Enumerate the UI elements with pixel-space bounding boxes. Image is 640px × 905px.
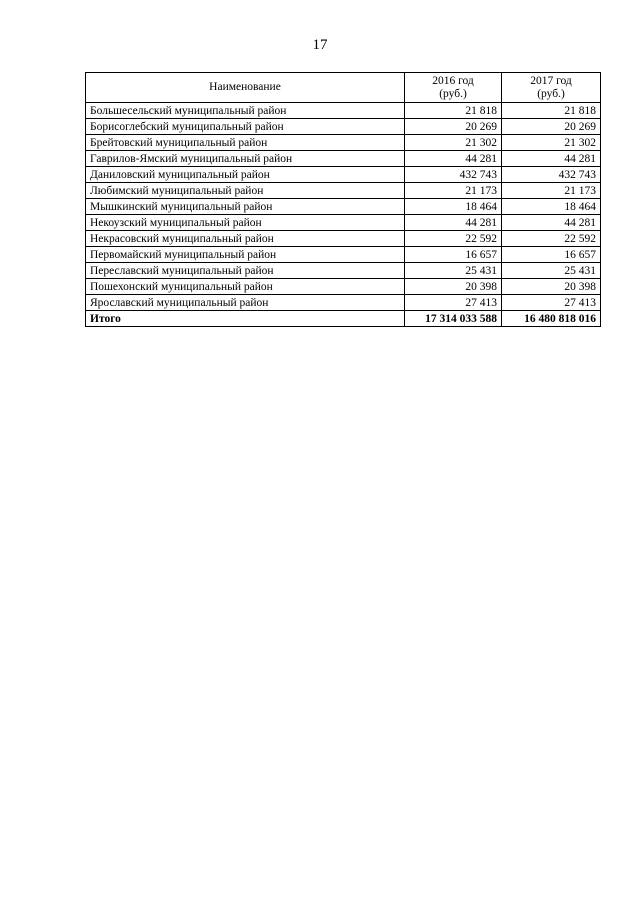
column-header-2016-year: 2016 год	[432, 74, 474, 87]
table-header-row	[86, 73, 601, 103]
district-name: Пошехонский муниципальный район	[86, 279, 405, 295]
district-name: Переславский муниципальный район	[86, 263, 405, 279]
column-header-2017	[502, 73, 601, 103]
value-2017: 432 743	[502, 167, 601, 183]
column-header-name: Наименование	[86, 73, 405, 103]
value-2016: 18 464	[405, 199, 502, 215]
district-name: Гаврилов-Ямский муниципальный район	[86, 151, 405, 167]
district-name: Мышкинский муниципальный район	[86, 199, 405, 215]
column-header-2017-unit: (руб.)	[537, 87, 565, 100]
value-2017: 44 281	[502, 215, 601, 231]
value-2017: 21 173	[502, 183, 601, 199]
table-row	[86, 263, 601, 279]
value-2017: 20 269	[502, 119, 601, 135]
table-row	[86, 119, 601, 135]
district-name: Любимский муниципальный район	[86, 183, 405, 199]
value-2017: 21 302	[502, 135, 601, 151]
total-2017: 16 480 818 016	[502, 311, 601, 327]
value-2016: 20 398	[405, 279, 502, 295]
table-total-row	[86, 311, 601, 327]
table-row	[86, 167, 601, 183]
value-2016: 22 592	[405, 231, 502, 247]
district-name: Ярославский муниципальный район	[86, 295, 405, 311]
column-header-2017-year: 2017 год	[530, 74, 572, 87]
table-row	[86, 183, 601, 199]
value-2017: 18 464	[502, 199, 601, 215]
column-header-2016	[405, 73, 502, 103]
table-row	[86, 135, 601, 151]
district-name: Первомайский муниципальный район	[86, 247, 405, 263]
district-name: Борисоглебский муниципальный район	[86, 119, 405, 135]
column-header-2016-unit: (руб.)	[439, 87, 467, 100]
table-row	[86, 215, 601, 231]
table-body	[86, 103, 601, 327]
value-2016: 432 743	[405, 167, 502, 183]
value-2016: 25 431	[405, 263, 502, 279]
value-2016: 21 302	[405, 135, 502, 151]
value-2016: 16 657	[405, 247, 502, 263]
value-2016: 27 413	[405, 295, 502, 311]
total-2016: 17 314 033 588	[405, 311, 502, 327]
value-2016: 21 818	[405, 103, 502, 119]
value-2016: 21 173	[405, 183, 502, 199]
table-row	[86, 247, 601, 263]
total-label: Итого	[86, 311, 405, 327]
value-2017: 44 281	[502, 151, 601, 167]
value-2017: 16 657	[502, 247, 601, 263]
district-name: Некоузский муниципальный район	[86, 215, 405, 231]
value-2016: 44 281	[405, 215, 502, 231]
district-name: Большесельский муниципальный район	[86, 103, 405, 119]
value-2017: 25 431	[502, 263, 601, 279]
page-number: 17	[312, 37, 328, 53]
district-name: Некрасовский муниципальный район	[86, 231, 405, 247]
table-row	[86, 279, 601, 295]
table-row	[86, 231, 601, 247]
value-2017: 20 398	[502, 279, 601, 295]
table-row	[86, 199, 601, 215]
district-name: Брейтовский муниципальный район	[86, 135, 405, 151]
table-row	[86, 103, 601, 119]
value-2017: 21 818	[502, 103, 601, 119]
value-2016: 44 281	[405, 151, 502, 167]
table-row	[86, 295, 601, 311]
district-name: Даниловский муниципальный район	[86, 167, 405, 183]
value-2016: 20 269	[405, 119, 502, 135]
value-2017: 27 413	[502, 295, 601, 311]
table-row	[86, 151, 601, 167]
value-2017: 22 592	[502, 231, 601, 247]
budget-table	[85, 72, 601, 327]
